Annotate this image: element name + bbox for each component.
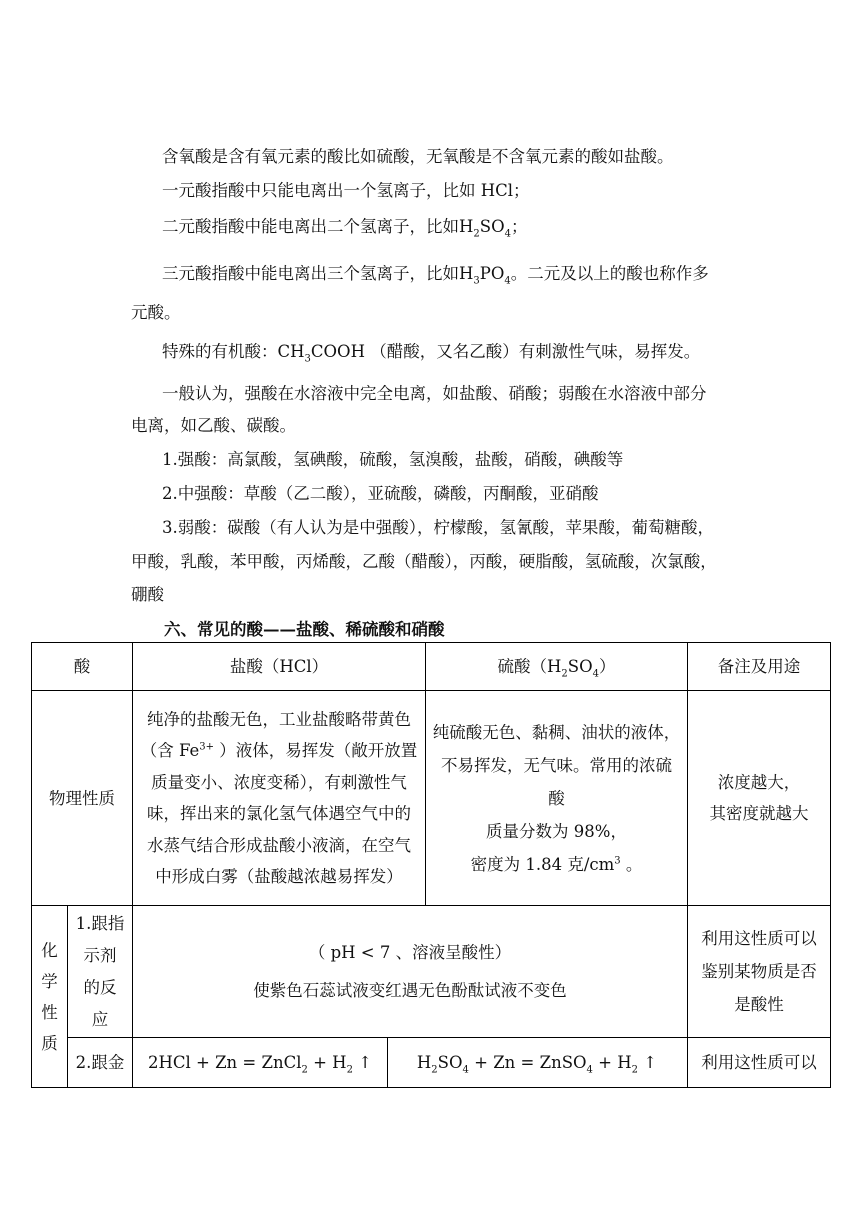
h2so4-zn-equation: $H_2SO_4 + Zn$ = ZnSO$_4$ + $H_2$ ↑	[416, 1053, 658, 1076]
indicator-sublabel-line: 的反	[83, 977, 117, 997]
chemical-label-char: 化	[41, 940, 58, 960]
list-weak-acids-1: 3.弱酸：碳酸（有人认为是中强酸），柠檬酸，氢氰酸，苹果酸，葡萄糖酸，	[162, 518, 714, 537]
physical-properties-row	[32, 691, 831, 906]
metal-note: 利用这性质可以	[688, 1038, 831, 1088]
paragraph-strong-weak-1: 一般认为，强酸在水溶液中完全电离，如盐酸、硝酸；弱酸在水溶液中部分	[162, 384, 707, 403]
section-heading: 六、常见的酸——盐酸、稀硫酸和硝酸	[164, 620, 445, 639]
physical-note	[688, 691, 831, 906]
h2so4-physical-line: 密度为 1.84 克$/cm^3$ 。	[470, 854, 643, 874]
acids-table	[31, 642, 831, 1088]
triprotic-text-2: 。二元及以上的酸也称作多	[510, 264, 709, 283]
hcl-physical-line: 质量变小、浓度变稀），有刺激性气	[151, 772, 407, 792]
metal-equations	[133, 1038, 688, 1088]
h2so4-physical-line: 酸	[548, 788, 565, 808]
paragraph-oxyacid: 含氧酸是含有氧元素的酸比如硫酸，无氧酸是不含氧元素的酸如盐酸。	[162, 147, 674, 166]
list-weak-acids-2: 甲酸，乳酸，苯甲酸，丙烯酸，乙酸（醋酸），丙酸，硬脂酸，氢硫酸，次氯酸，	[131, 552, 717, 571]
hcl-zn-equation: 2HCl + Zn = ZnCl$_2$ + $H_2$ ↑	[147, 1053, 373, 1076]
triprotic-text: 三元酸指酸中能电离出三个氢离子，比如	[162, 264, 459, 283]
paragraph-organic-acid: 特殊的有机酸：$CH_3COOH$ （醋酸，又名乙酸）有刺激性气味，易挥发。	[162, 342, 701, 365]
hcl-physical-line: （含 $Fe^{3+}$ ）液体，易挥发（敞开放置	[140, 741, 418, 760]
header-hcl: 盐酸（HCl）	[133, 643, 426, 691]
physical-note-line: 浓度越大，	[717, 773, 801, 792]
header-h2so4: 硫酸$(H_2SO_4)$	[426, 643, 688, 691]
indicator-reaction-line: 使紫色石蕊试液变红遇无色酚酞试液不变色	[253, 980, 567, 1000]
h2so4-physical-line: 不易挥发，无气味。常用的浓硫	[441, 755, 672, 775]
chemical-label-char: 性	[41, 1002, 58, 1022]
chemical-label-char: 质	[41, 1033, 58, 1053]
hcl-physical-line: 纯净的盐酸无色，工业盐酸略带黄色	[147, 709, 411, 729]
paragraph-triprotic-cont: 元酸。	[131, 303, 181, 322]
h2so4-physical-line: 质量分数为 98%，	[486, 821, 627, 841]
indicator-note-line: 利用这性质可以	[701, 929, 817, 948]
h3po4-formula: $H_3PO_4$	[459, 264, 511, 287]
header-acid: 酸	[32, 643, 133, 691]
h2so4-physical	[426, 691, 688, 906]
list-medium-acids: 2.中强酸：草酸（乙二酸），亚硫酸，磷酸，丙酮酸，亚硝酸	[162, 484, 599, 503]
metal-sublabel: 2.跟金	[68, 1038, 133, 1088]
hcl-physical	[133, 691, 426, 906]
diprotic-end: ；	[510, 217, 528, 236]
chemical-metal-row	[32, 1038, 831, 1088]
hcl-physical-line: 水蒸气结合形成盐酸小液滴，在空气	[147, 835, 411, 855]
indicator-sublabel-line: 1.跟指	[75, 913, 125, 933]
header-notes: 备注及用途	[688, 643, 831, 691]
hcl-physical-line: 中形成白雾（盐酸越浓越易挥发）	[155, 867, 403, 886]
paragraph-diprotic	[162, 217, 528, 240]
h2so4-physical-line: 纯硫酸无色、黏稠、油状的液体，	[432, 722, 681, 742]
equation-divider	[387, 1038, 388, 1087]
indicator-note-line: 是酸性	[734, 995, 784, 1014]
indicator-sublabel-line: 应	[91, 1009, 109, 1029]
chemical-label	[32, 906, 68, 1088]
h2so4-formula: $H_2SO_4$	[459, 217, 511, 240]
chemical-indicator-row	[32, 906, 831, 1038]
indicator-sublabel-line: 示剂	[83, 945, 117, 965]
indicator-note-line: 鉴别某物质是否	[701, 962, 817, 981]
equation-pair	[133, 1047, 687, 1078]
indicator-note	[688, 906, 831, 1038]
indicator-reaction-line: （ pH < 7 、溶液呈酸性）	[308, 942, 512, 962]
physical-note-line: 其密度就越大	[709, 804, 809, 823]
diprotic-text: 二元酸指酸中能电离出二个氢离子，比如	[162, 217, 459, 236]
paragraph-monoprotic: 一元酸指酸中只能电离出一个氢离子，比如 HCl；	[162, 181, 530, 200]
indicator-reaction	[133, 906, 688, 1038]
physical-label: 物理性质	[32, 691, 133, 906]
paragraph-strong-weak-2: 电离，如乙酸、碳酸。	[131, 416, 296, 435]
indicator-sublabel	[68, 906, 133, 1038]
paragraph-triprotic	[162, 264, 709, 287]
list-weak-acids-3: 硼酸	[131, 585, 164, 604]
hcl-physical-line: 味，挥出来的氯化氢气体遇空气中的	[147, 804, 411, 823]
table-header-row	[32, 643, 831, 691]
list-strong-acids: 1.强酸：高氯酸，氢碘酸，硫酸，氢溴酸，盐酸，硝酸，碘酸等	[162, 450, 624, 469]
chemical-label-char: 学	[41, 971, 58, 991]
